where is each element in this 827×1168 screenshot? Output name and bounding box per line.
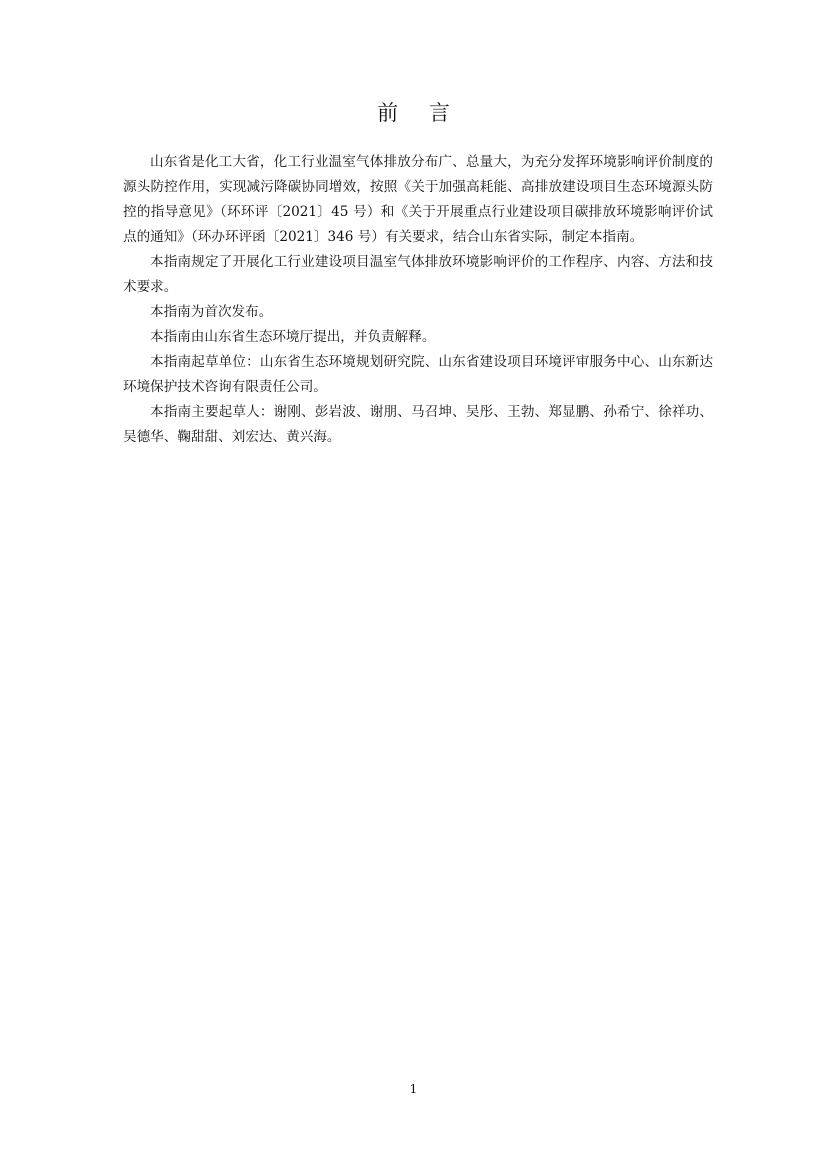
paragraph-drafting-units: 本指南起草单位：山东省生态环境规划研究院、山东省建设项目环境评审服务中心、山东新达环境保护技术咨询有限责任公司。 [123,354,713,395]
paragraph-first-release: 本指南为首次发布。 [150,304,273,320]
paragraph-scope: 本指南规定了开展化工行业建设项目温室气体排放环境影响评价的工作程序、内容、方法和技术要求。 [123,254,713,295]
paragraph-background: 山东省是化工大省，化工行业温室气体排放分布广、总量大，为充分发挥环境影响评价制度的源头防控作用，实现减污降碳协同增效，按照《关于加强高耗能、高排放建设项目生态环境源头防控的指导意见》（环环评〔2021〕45 号）和《关于开展重点行业建设项目碳排放环境影响评价试点的通知》（环办环评函〔2021〕346 号）有关要求，结合山东省实际，制定本指南。 [123,154,713,245]
paragraph-drafters: 本指南主要起草人：谢刚、彭岩波、谢朋、马召坤、吴彤、王勃、郑显鹏、孙希宁、徐祥功、吴德华、鞠甜甜、刘宏达、黄兴海。 [123,404,713,445]
page-number: 1 [409,1082,418,1096]
page-title: 前 言 [377,101,462,125]
paragraph-proposer: 本指南由山东省生态环境厅提出，并负责解释。 [150,329,436,345]
foreword-body [123,150,713,450]
